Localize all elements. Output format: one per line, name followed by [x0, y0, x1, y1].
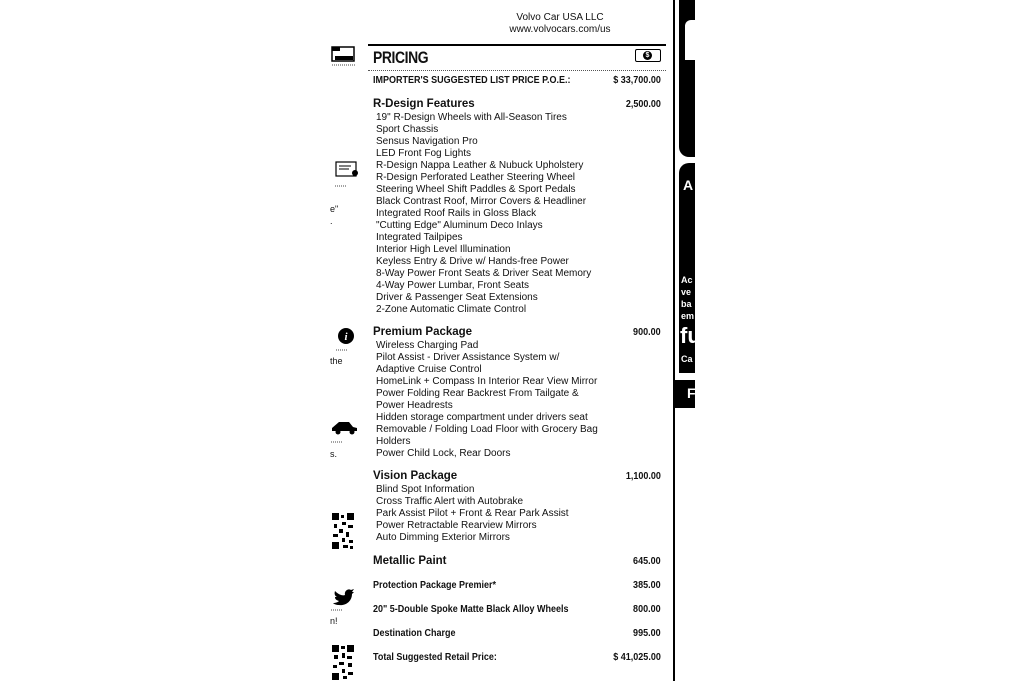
- right-panel-top: [679, 0, 695, 157]
- list-item: Driver & Passenger Seat Extensions: [376, 292, 538, 303]
- right-fragment: F: [687, 385, 696, 401]
- list-item: Wireless Charging Pad: [376, 340, 479, 351]
- list-item: Power Retractable Rearview Mirrors: [376, 520, 537, 531]
- list-item: Cross Traffic Alert with Autobrake: [376, 496, 524, 507]
- left-fragment: the: [330, 356, 343, 366]
- qr-code-icon[interactable]: [331, 512, 355, 550]
- list-item: Integrated Roof Rails in Gloss Black: [376, 208, 537, 219]
- list-item: Sport Chassis: [376, 124, 439, 135]
- right-fragment: fu: [680, 323, 701, 348]
- msrp-label: IMPORTER'S SUGGESTED LIST PRICE P.O.E.:: [373, 75, 571, 86]
- total-label: Total Suggested Retail Price:: [373, 652, 497, 663]
- left-fragment: n!: [330, 616, 338, 626]
- package-items: [376, 484, 616, 544]
- right-panel-bottom: [673, 380, 695, 408]
- page-edge: [673, 0, 675, 681]
- list-item: Blind Spot Information: [376, 484, 475, 495]
- twitter-icon[interactable]: [331, 585, 357, 615]
- package-items: [376, 112, 616, 316]
- list-item: Black Contrast Roof, Mirror Covers & Headliner: [376, 196, 587, 207]
- package-price: 2,500.00: [625, 99, 661, 110]
- right-panel-middle: [679, 163, 701, 373]
- list-item: Power Headrests: [376, 400, 453, 411]
- list-item: Holders: [376, 436, 411, 447]
- info-icon: [336, 327, 358, 353]
- list-item: HomeLink + Compass In Interior Rear View Mirror: [376, 376, 598, 387]
- list-item: LED Front Fog Lights: [376, 148, 472, 159]
- list-item: Removable / Folding Load Floor with Grocery Bag: [376, 424, 598, 435]
- company-name: Volvo Car USA LLC: [516, 12, 604, 23]
- metallic-paint-label: Metallic Paint: [373, 555, 447, 567]
- certificate-icon: [335, 160, 361, 188]
- right-fragment: Ac: [681, 275, 693, 285]
- package-price: 900.00: [633, 327, 661, 338]
- dollar-icon: $: [635, 49, 661, 62]
- option-label: Protection Package Premier*: [373, 580, 497, 591]
- list-item: Pilot Assist - Driver Assistance System w/: [376, 352, 560, 363]
- package-title: Vision Package: [373, 470, 458, 482]
- pricing-divider: [368, 44, 666, 46]
- list-item: Auto Dimming Exterior Mirrors: [376, 532, 510, 543]
- total-value: $ 41,025.00: [613, 652, 661, 663]
- list-item: 4-Way Power Lumbar, Front Seats: [376, 280, 530, 291]
- right-fragment: ba: [681, 299, 692, 309]
- list-item: Interior High Level Illumination: [376, 244, 511, 255]
- list-item: R-Design Perforated Leather Steering Wheel: [376, 172, 575, 183]
- option-label: 20" 5-Double Spoke Matte Black Alloy Wheels: [373, 604, 569, 615]
- list-item: R-Design Nappa Leather & Nubuck Upholstery: [376, 160, 584, 171]
- left-fragment: .: [330, 216, 333, 226]
- package-items: [376, 340, 616, 460]
- company-website[interactable]: www.volvocars.com/us: [509, 24, 611, 35]
- qr-code-icon[interactable]: [331, 644, 355, 681]
- svg-text:i: i: [344, 331, 348, 343]
- list-item: Adaptive Cruise Control: [376, 364, 482, 375]
- list-item: 2-Zone Automatic Climate Control: [376, 304, 527, 315]
- option-price: 385.00: [633, 580, 661, 591]
- list-item: 8-Way Power Front Seats & Driver Seat Memory: [376, 268, 592, 279]
- option-price: 800.00: [633, 604, 661, 615]
- metallic-paint-price: 645.00: [633, 556, 661, 567]
- list-item: Integrated Tailpipes: [376, 232, 463, 243]
- list-item: Keyless Entry & Drive w/ Hands-free Power: [376, 256, 569, 267]
- msrp-value: $ 33,700.00: [613, 75, 661, 86]
- list-item: Hidden storage compartment under drivers seat: [376, 412, 588, 423]
- right-fragment: em: [681, 311, 695, 321]
- list-item: Steering Wheel Shift Paddles & Sport Pedals: [376, 184, 576, 195]
- right-fragment: Ca: [681, 354, 693, 364]
- car-icon: [331, 416, 359, 444]
- list-item: Sensus Navigation Pro: [376, 136, 478, 147]
- list-item: Power Child Lock, Rear Doors: [376, 448, 511, 459]
- list-item: 19" R-Design Wheels with All-Season Tires: [376, 112, 567, 123]
- package-title: Premium Package: [373, 326, 473, 338]
- pricing-title: PRICING: [373, 48, 429, 67]
- left-fragment: e": [330, 204, 339, 214]
- list-item: "Cutting Edge" Aluminum Deco Inlays: [376, 220, 543, 231]
- list-item: Power Folding Rear Backrest From Tailgate &: [376, 388, 579, 399]
- package-price: 1,100.00: [625, 471, 661, 482]
- left-fragment: s.: [330, 449, 338, 459]
- package-title: R-Design Features: [373, 98, 475, 110]
- pricing-dotted-rule: [368, 70, 666, 71]
- right-fragment: A: [683, 177, 694, 193]
- destination-charge-label: Destination Charge: [373, 628, 456, 639]
- right-fragment: ve: [681, 287, 692, 297]
- destination-charge-price: 995.00: [633, 628, 661, 639]
- dealer-building-icon: [331, 44, 357, 68]
- list-item: Park Assist Pilot + Front & Rear Park Assist: [376, 508, 569, 519]
